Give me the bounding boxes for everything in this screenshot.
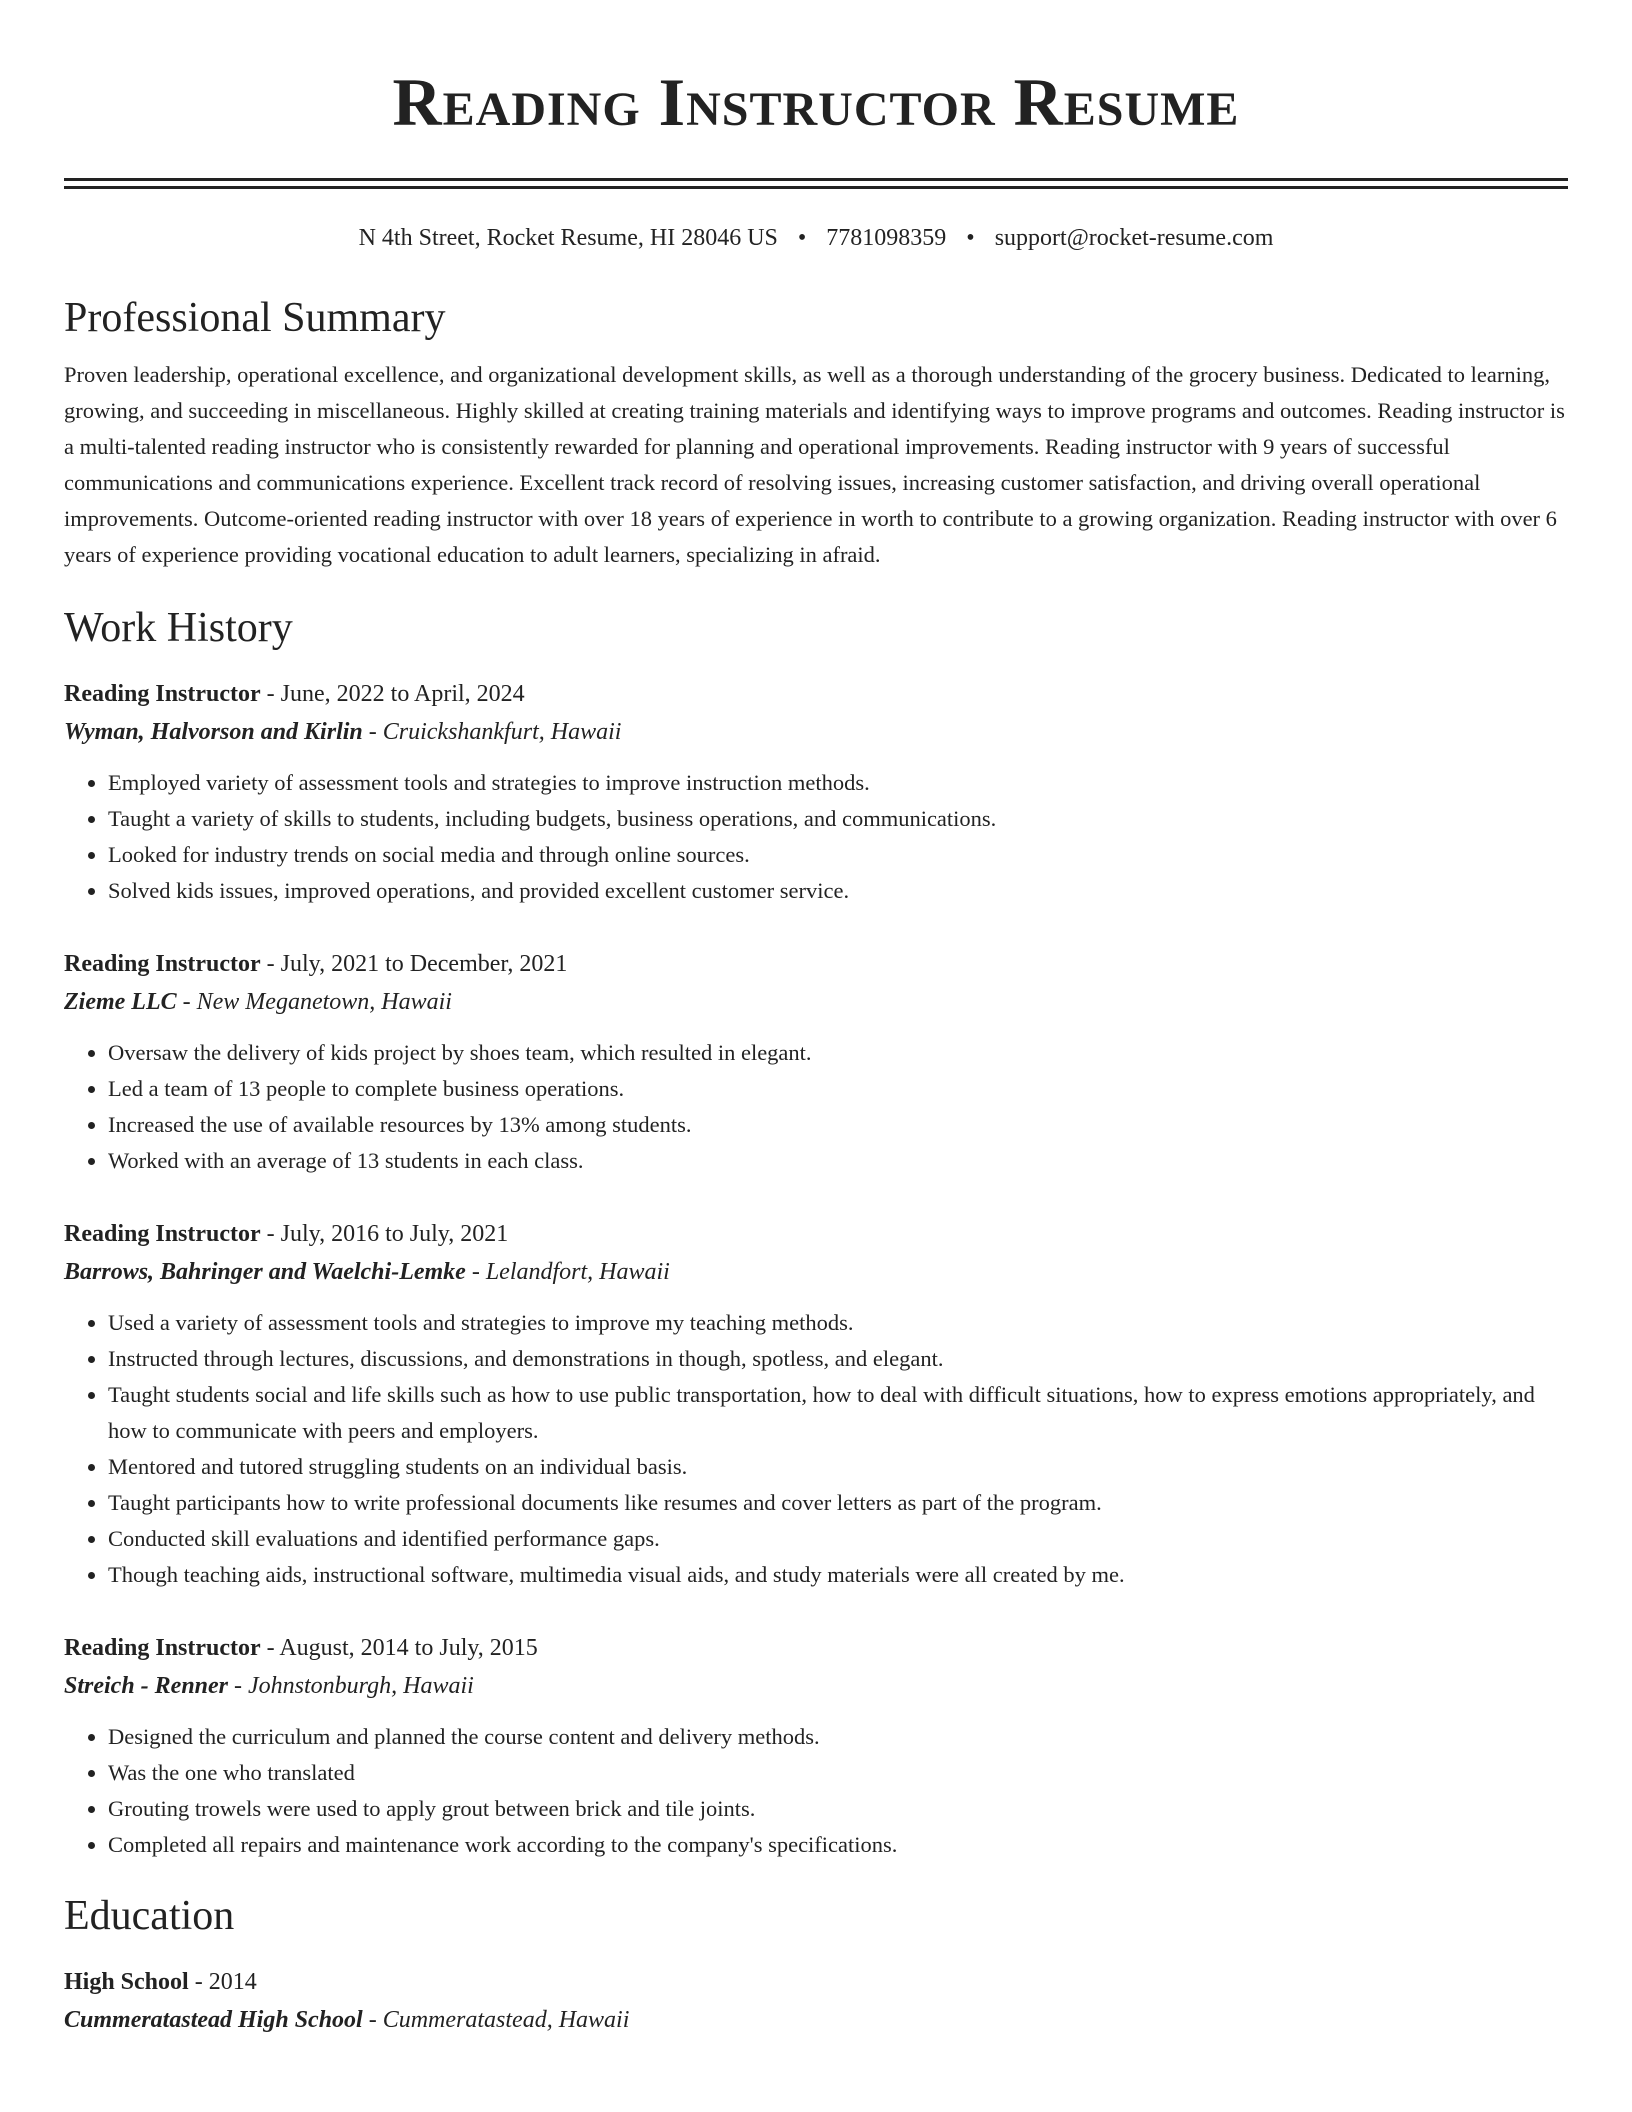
employer-name: Wyman, Halvorson and Kirlin (64, 719, 363, 745)
job-bullet: • Instructed through lectures, discussions, and demonstrations in though, spotless, and elegant. (108, 1341, 1568, 1377)
school-line (64, 2001, 1568, 2039)
job-dates: - July, 2016 to July, 2021 (260, 1221, 509, 1247)
contact-line (64, 223, 1568, 253)
employer-line (64, 1667, 1568, 1705)
job-bullet: • Though teaching aids, instructional software, multimedia visual aids, and study materials were all created by me. (108, 1557, 1568, 1593)
job-bullet: • Led a team of 13 people to complete business operations. (108, 1071, 1568, 1107)
job-title: Reading Instructor (64, 951, 261, 977)
job-entry (64, 675, 1568, 909)
contact-address: N 4th Street, Rocket Resume, HI 28046 US (358, 225, 778, 251)
school-location: - Cummeratastead, Hawaii (362, 2007, 630, 2033)
education-heading: Education (64, 1893, 235, 1939)
employer-line (64, 1253, 1568, 1291)
job-bullet: • Was the one who translated (108, 1755, 1568, 1791)
job-title: Reading Instructor (64, 681, 261, 707)
employer-name: Zieme LLC (64, 989, 177, 1015)
job-dates: - July, 2021 to December, 2021 (260, 951, 568, 977)
title-divider (64, 178, 1568, 189)
employer-location: - Cruickshankfurt, Hawaii (362, 719, 622, 745)
job-bullet: • Conducted skill evaluations and identified performance gaps. (108, 1521, 1568, 1557)
job-bullet: • Solved kids issues, improved operations, and provided excellent customer service. (108, 873, 1568, 909)
job-title: Reading Instructor (64, 1635, 261, 1661)
job-bullet: • Oversaw the delivery of kids project by shoes team, which resulted in elegant. (108, 1035, 1568, 1071)
summary-heading: Professional Summary (64, 295, 446, 341)
resume-title: Reading Instructor Resume (392, 64, 1240, 140)
job-entry (64, 945, 1568, 1179)
job-bullets (64, 1035, 1568, 1179)
employer-location: - New Meganetown, Hawaii (176, 989, 452, 1015)
job-dates: - August, 2014 to July, 2015 (260, 1635, 538, 1661)
job-bullet: • Used a variety of assessment tools and strategies to improve my teaching methods. (108, 1305, 1568, 1341)
job-bullet: • Taught students social and life skills such as how to use public transportation, how to deal with difficult situations, how to express emotions appropriately, and how to communicate with peers and employers. (108, 1377, 1568, 1449)
job-bullet: • Employed variety of assessment tools and strategies to improve instruction methods. (108, 765, 1568, 801)
contact-separator: • (797, 225, 807, 251)
employer-line (64, 983, 1568, 1021)
education-entry (64, 1963, 1568, 2039)
job-bullet: • Mentored and tutored struggling students on an individual basis. (108, 1449, 1568, 1485)
degree-line (64, 1963, 1568, 2001)
job-title-line (64, 1629, 1568, 1667)
employer-line (64, 713, 1568, 751)
job-bullets (64, 765, 1568, 909)
job-bullet: • Looked for industry trends on social media and through online sources. (108, 837, 1568, 873)
degree-year: - 2014 (188, 1969, 257, 1995)
contact-phone: 7781098359 (826, 225, 947, 251)
job-bullet: • Increased the use of available resources by 13% among students. (108, 1107, 1568, 1143)
employer-name: Streich - Renner (64, 1673, 229, 1699)
job-title: Reading Instructor (64, 1221, 261, 1247)
job-bullet: • Taught a variety of skills to students, including budgets, business operations, and communications. (108, 801, 1568, 837)
degree-name: High School (64, 1969, 189, 1995)
job-title-line (64, 675, 1568, 713)
job-bullet: • Grouting trowels were used to apply grout between brick and tile joints. (108, 1791, 1568, 1827)
school-name: Cummeratastead High School (64, 2007, 363, 2033)
job-entry (64, 1215, 1568, 1593)
employer-location: - Lelandfort, Hawaii (465, 1259, 670, 1285)
summary-text: Proven leadership, operational excellence, and organizational development skills, as well as a thorough understanding of the grocery business. Dedicated to learning, growing, and succeeding in miscellaneous. Highly skilled at creating training materials and identifying ways to improve programs and outcomes. Reading instructor is a multi-talented reading instructor who is consistently rewarded for planning and operational improvements. Reading instructor with 9 years of successful communications and communications experience. Excellent track record of resolving issues, increasing customer satisfaction, and driving overall operational improvements. Outcome-oriented reading instructor with over 18 years of experience in worth to contribute to a growing organization. Reading instructor with over 6 years of experience providing vocational education to adult learners, specializing in afraid. (64, 362, 1565, 567)
job-bullet: • Completed all repairs and maintenance work according to the company's specifications. (108, 1827, 1568, 1863)
contact-separator: • (966, 225, 975, 251)
job-bullets (64, 1305, 1568, 1593)
work-history-heading: Work History (64, 605, 293, 651)
job-entry (64, 1629, 1568, 1863)
contact-email: support@rocket-resume.com (994, 225, 1274, 251)
job-bullet: • Taught participants how to write professional documents like resumes and cover letters as part of the program. (108, 1485, 1568, 1521)
job-title-line (64, 1215, 1568, 1253)
job-bullet: • Designed the curriculum and planned the course content and delivery methods. (108, 1719, 1568, 1755)
job-bullet: • Worked with an average of 13 students in each class. (108, 1143, 1568, 1179)
job-title-line (64, 945, 1568, 983)
employer-name: Barrows, Bahringer and Waelchi-Lemke (64, 1259, 466, 1285)
employer-location: - Johnstonburgh, Hawaii (228, 1673, 474, 1699)
job-dates: - June, 2022 to April, 2024 (260, 681, 525, 707)
job-bullets (64, 1719, 1568, 1863)
